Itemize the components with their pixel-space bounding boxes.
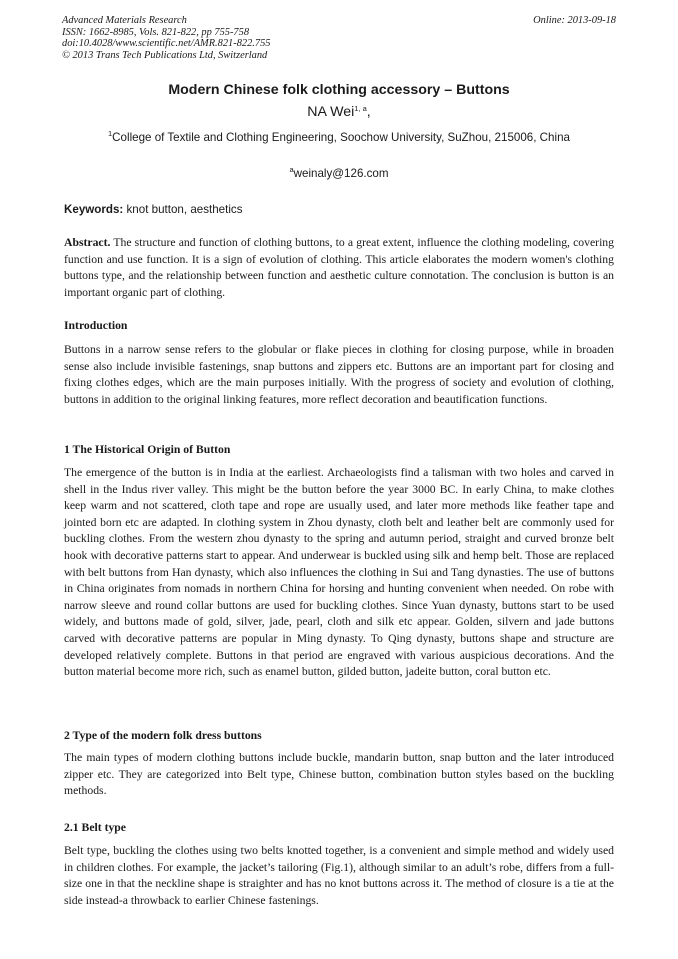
abstract-text: The structure and function of clothing buttons, to a great extent, influence the clothing modeling, covering function and use function. It is a sign of evolution of clothing. This article elaborates the modern women's clothing buttons type, and the relationship between function and aesthetic culture connotation. The conclusion is button is an important organic part of clothing.: [64, 236, 614, 299]
section-heading-history: 1 The Historical Origin of Button: [64, 443, 231, 456]
author-superscript: 1, a: [354, 104, 367, 113]
section-heading-types: 2 Type of the modern folk dress buttons: [64, 729, 262, 742]
journal-name: Advanced Materials Research: [62, 15, 187, 26]
history-text: The emergence of the button is in India at the earliest. Archaeologists find a talisman with two holes and carved in shell in the Indus river valley. This might be the button before the year 3000 BC. In early China, to make clothes keep warm and not scattered, cloth tape and rope are usually used, and later more methods like feather tape and jointed born etc are adapted. In clothing system in Zhou dynasty, cloth belt and leather belt are commonly used for buckling clothes. From the western zhou dynasty to the spring and autumn period, straight and curved bronze belt hook with decorative patterns start to appear. And underwear is buckled using silk and hemp belt. Those are replaced with belt buttons from Han dynasty, which also influences the clothing in Sui and Tang dynasties. The use of buttons in China originates from nomads in northern China for horsing and hunting convenient when needed. On robe with narrow sleeve and round collar buttons are used for buckling clothes. Since Yuan dynasty, buttons start to be used widely, and buttons made of gold, silver, jade, pearl, cloth and silk etc appear. Golden, silvern and jade buttons carved with decorative patterns are popular in Ming dynasty. To Qing dynasty, buttons shape and structure are developed relatively complete. Buttons in that period are engraved with various auspicious decorations. And the button material become more rich, such as enamel button, gilded button, jadeite button, coral button etc.: [64, 466, 614, 679]
author-trail: ,: [366, 104, 371, 120]
affiliation: [0, 131, 678, 144]
email-superscript: a: [289, 165, 294, 174]
keywords: [64, 203, 243, 216]
types-text: The main types of modern clothing buttons include buckle, mandarin button, snap button and the later introduced zipper etc. They are categorized into Belt type, Chinese button, combination button styles based on the buckling methods.: [64, 751, 614, 798]
section-heading-introduction: Introduction: [64, 319, 128, 332]
doi-line: doi:10.4028/www.scientific.net/AMR.821-822.755: [62, 38, 271, 49]
author-email: [0, 167, 678, 180]
keywords-label: Keywords:: [64, 203, 124, 216]
abstract: [64, 235, 614, 301]
copyright-line: © 2013 Trans Tech Publications Ltd, Switzerland: [62, 49, 268, 61]
paper-title: Modern Chinese folk clothing accessory – Buttons: [168, 82, 510, 98]
affiliation-text: College of Textile and Clothing Engineering, Soochow University, SuZhou, 215006, China: [112, 131, 570, 144]
section-body-types: [64, 750, 614, 800]
author-name: NA Wei: [307, 104, 355, 120]
abstract-label: Abstract.: [64, 236, 111, 249]
online-date: Online: 2013-09-18: [533, 15, 616, 26]
email-text: weinaly@126.com: [293, 167, 389, 180]
author-line: [0, 104, 678, 120]
introduction-text: Buttons in a narrow sense refers to the globular or flake pieces in clothing for closing purpose, while in broaden sense also include invisible fastenings, snap buttons and zippers etc. Buttons are an important part for closing and fixing clothes edges, which are the main purposes initially. With the progress of society and evolution of clothing, buttons in addition to the original linking features, more reflect decoration and beautification functions.: [64, 343, 614, 406]
belt-type-text: Belt type, buckling the clothes using two belts knotted together, is a convenient and simple method and widely used in children clothes. For example, the jacket’s tailoring (Fig.1), although similar to an adult’s robe, differs from a full-size one in that the neckline shape is straighter and has no knot buttons across it. The method of closure is a tie at the side instead-a throwback to earlier Chinese fastenings.: [64, 844, 614, 907]
issn-line: ISSN: 1662-8985, Vols. 821-822, pp 755-758: [62, 26, 250, 38]
affiliation-superscript: 1: [108, 129, 113, 138]
section-body-history: [64, 465, 614, 681]
section-heading-belt-type: 2.1 Belt type: [64, 821, 126, 834]
section-body-introduction: [64, 342, 614, 408]
keywords-text: knot button, aesthetics: [123, 203, 243, 216]
journal-header: [62, 15, 616, 61]
section-body-belt-type: [64, 843, 614, 909]
